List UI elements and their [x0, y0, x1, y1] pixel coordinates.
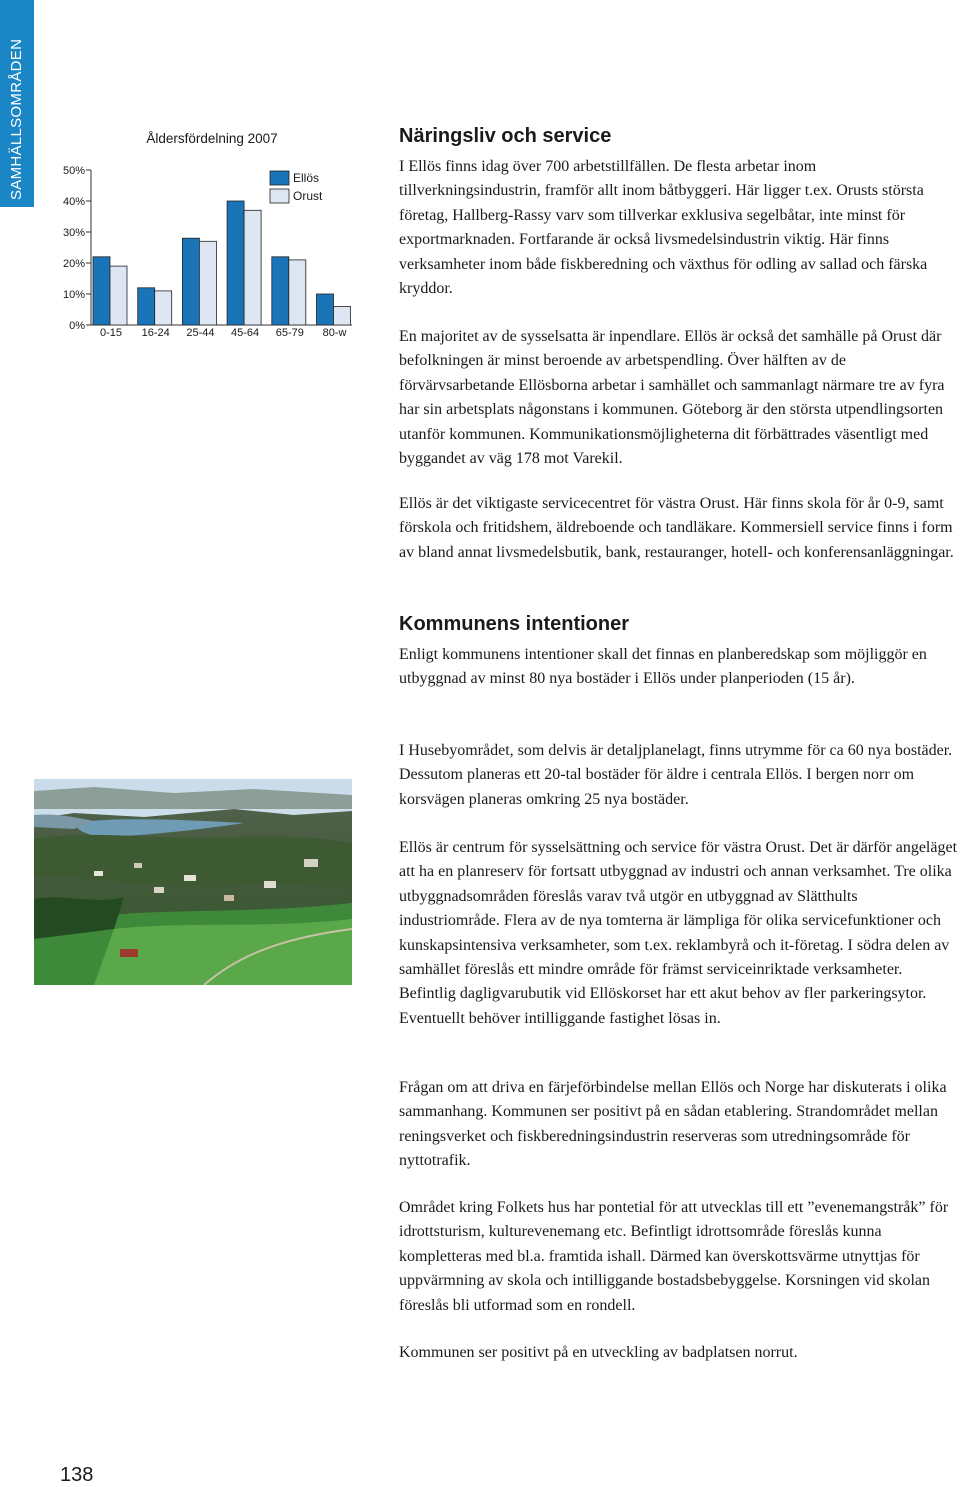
aerial-photo [34, 779, 352, 985]
y-tick-label: 40% [62, 196, 85, 208]
bar-orust [289, 260, 306, 325]
y-tick-label: 0% [69, 320, 85, 332]
x-tick-label: 80-w [322, 327, 347, 339]
bar-ellos [138, 288, 155, 325]
paragraph: Enligt kommunens intentioner skall det finnas en planberedskap som möjliggör en utbyggnad av minst 80 nya bostäder i Ellös under planperioden (15 år). [399, 646, 927, 688]
section-heading-intentioner: Kommunens intentioner [399, 613, 630, 635]
chart-title: Åldersfördelning 2007 [146, 131, 278, 146]
legend-label: Ellös [293, 171, 320, 185]
x-tick-label: 65-79 [275, 327, 304, 339]
paragraph: I Husebyområdet, som delvis är detaljplanelagt, finns utrymme för ca 60 nya bostäder. Dessutom planeras ett 20-tal bostäder för äldre i centrala Ellös. I bergen norr om korsvägen planeras omkring 25 nya bostäder. [399, 742, 953, 808]
bar-ellos [93, 257, 110, 325]
paragraph: I Ellös finns idag över 700 arbetstillfällen. De flesta arbetar inom tillverkningsindustrin, framför allt inom båtbyggeri. Här ligger t.ex. Orusts största företag, Hallberg-Rassy varv som tillverkar exklusiva segelbåtar, inte minst för exportmarknaden. Fortfarande är också livsmedelsindustrin viktig. Här finns verksamheter inom både fiskberedning och växthus för odling av sallad och färska kryddor. [399, 158, 928, 298]
section-heading-naringsliv: Näringsliv och service [399, 125, 612, 147]
chart-bars [93, 201, 351, 325]
bar-ellos [227, 201, 244, 325]
paragraph: En majoritet av de sysselsatta är inpendlare. Ellös är också det samhälle på Orust där befolkningen är minst beroende av arbetspendling. Över hälften av de förvärvsarbetande Ellösborna arbetar i samhället och sammanlagt närmare tre av fyra har sin arbetsplats någonstans i kommunen. Göteborg är den största utpendlingsorten utanför kommunen. Kommunikationsmöjligheterna dit förbättrades väsentligt med byggandet av väg 178 mot Varekil. [399, 328, 945, 468]
legend-swatch [270, 171, 289, 185]
y-tick-label: 30% [62, 227, 85, 239]
y-tick-label: 50% [62, 165, 85, 177]
legend-swatch [270, 189, 289, 203]
legend-label: Orust [293, 189, 323, 203]
chart-legend [270, 171, 323, 203]
bar-ellos [182, 238, 199, 325]
x-tick-label: 16-24 [141, 327, 170, 339]
paragraph: Ellös är det viktigaste servicecentret för västra Orust. Här finns skola för år 0-9, samt förskola och fritidshem, äldreboende och tandläkare. Kommersiell service finns i form av bland annat livsmedelsbutik, bank, restauranger, hotell- och konferensanläggningar. [399, 495, 954, 561]
bar-ellos [317, 294, 334, 325]
bar-orust [110, 266, 127, 325]
paragraph: Frågan om att driva en färjeförbindelse mellan Ellös och Norge har diskuterats i olika sammanhang. Kommunen ser positivt på en sådan etablering. Strandområdet mellan reningsverket och fiskberedningsindustrin reserveras som utredningsområde för nyttotrafik. [399, 1079, 947, 1170]
y-tick-label: 10% [62, 289, 85, 301]
age-distribution-chart [0, 0, 380, 350]
x-tick-label: 45-64 [231, 327, 260, 339]
paragraph: Området kring Folkets hus har pontetial för att utvecklas till ett ”evenemangstråk” för idrottsturism, kulturevenemang etc. Befintligt idrottsområde föreslås kunna kompletteras med bl.a. framtida ishall. Därmed kan överskottsvärme utnyttjas för uppvärmning av skola och intilliggande bostadsbebyggelse. Korsningen vid skolan föreslås bli utformad som en rondell. [399, 1199, 949, 1314]
page-number: 138 [60, 1464, 94, 1486]
side-tab-label: SAMHÄLLSOMRÅDEN [8, 38, 25, 200]
x-tick-label: 25-44 [186, 327, 215, 339]
bar-ellos [272, 257, 289, 325]
paragraph: Kommunen ser positivt på en utveckling av badplatsen norrut. [399, 1344, 798, 1361]
y-tick-label: 20% [62, 258, 85, 270]
bar-orust [244, 210, 261, 325]
x-tick-label: 0-15 [99, 327, 123, 339]
paragraph: Ellös är centrum för sysselsättning och service för västra Orust. Det är därför angeläget att ha en planreserv för fortsatt utbyggnad av industri och annan verksamhet. Tre olika utbyggnadsområden föreslås varav två utgör en utbyggnad av Slätthults industriområde. Flera av de nya tomterna är lämpliga för olika servicefunktioner och kunskapsintensiva verksamheter, som t.ex. reklambyrå och it-företag. I södra delen av samhället föreslås ett mindre område för främst serviceinriktade verksamheter. Befintlig dagligvarubutik vid Ellöskorset har ett akut behov av fler parkeringsytor. Eventuellt behöver intilliggande fastighet lösas in. [399, 839, 958, 1027]
bar-orust [334, 306, 351, 325]
bar-orust [199, 241, 216, 325]
bar-orust [155, 291, 172, 325]
